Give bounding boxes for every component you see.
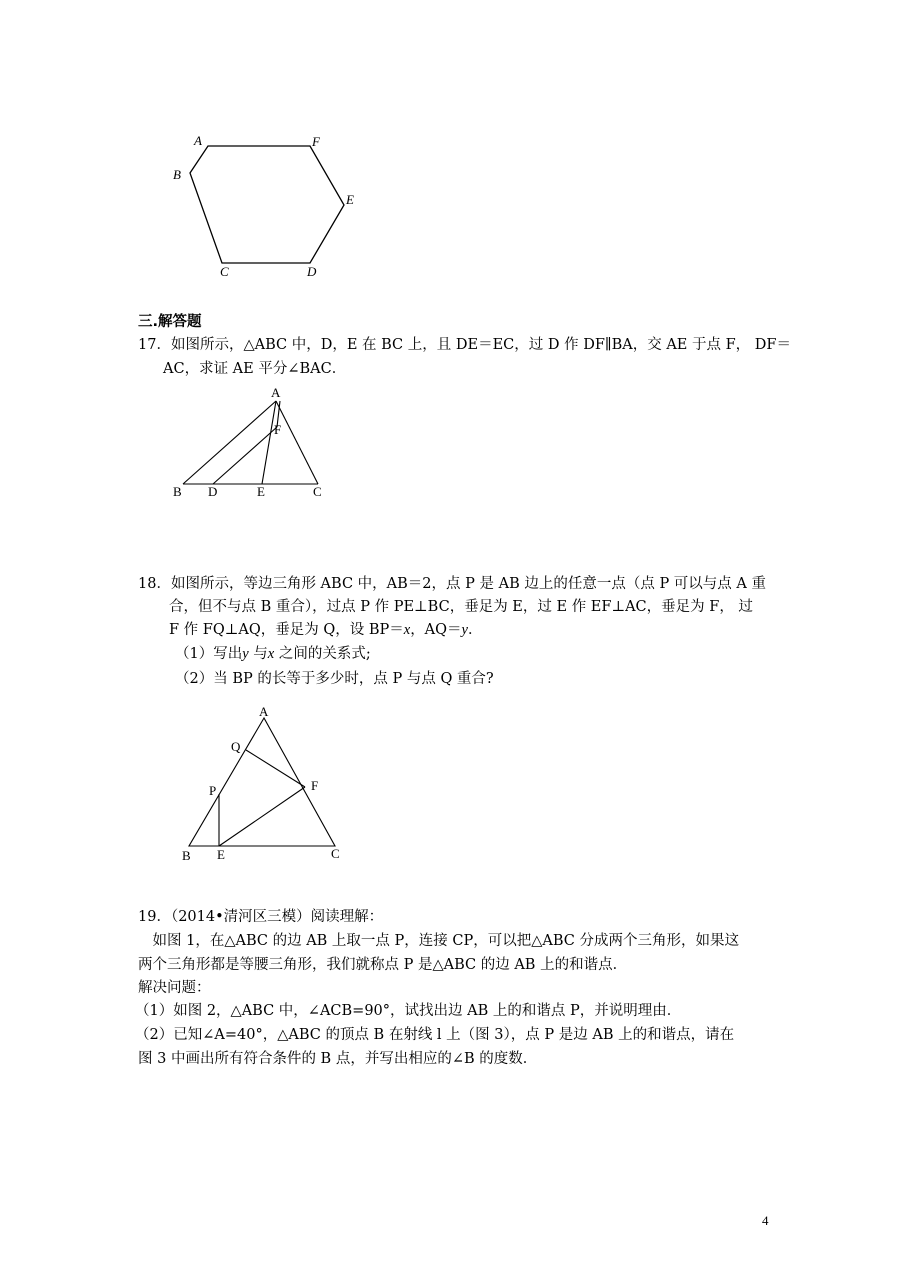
- hex-label-d: D: [307, 264, 317, 279]
- q18-label-p: P: [209, 783, 217, 798]
- q18-label-e: E: [217, 847, 225, 862]
- section-title: 三.解答题: [138, 314, 202, 330]
- q19-line-3: 两个三角形都是等腰三角形，我们就称点 P 是△ABC 的边 AB 上的和谐点．: [138, 957, 628, 973]
- q18-line-3-text-b: ，AQ＝: [410, 622, 462, 638]
- q19-line-5: （1）如图 2，△ABC 中，∠ACB=90°，试找出边 AB 上的和谐点 P，并说明理由．: [135, 1003, 682, 1019]
- q19-line-7: 图 3 中画出所有符合条件的 B 点，并写出相应的∠B 的度数．: [138, 1051, 538, 1067]
- q18-figure: [175, 700, 355, 870]
- q18-line-2: 合，但不与点 B 重合），过点 P 作 PE⊥BC，垂足为 E，过 E 作 EF⊥AC，垂足为 F， 过: [169, 599, 753, 615]
- hex-label-a: A: [194, 133, 202, 148]
- q17-label-e: E: [257, 484, 265, 499]
- hex-label-c: C: [220, 264, 229, 279]
- q17-label-b: B: [173, 484, 182, 499]
- q18-line-3-text-c: ．: [467, 622, 483, 638]
- q18-var-y: y: [461, 622, 468, 638]
- q17-label-c: C: [313, 484, 322, 499]
- q18-label-b: B: [182, 848, 191, 863]
- hexagon-figure: [160, 125, 370, 285]
- page-number: 4: [762, 1213, 769, 1228]
- q17-label-a: A: [271, 385, 281, 400]
- q18-label-f: F: [311, 778, 319, 793]
- q17-label-f: F: [274, 422, 282, 437]
- q17-label-d: D: [208, 484, 218, 499]
- q19-line-6: （2）已知∠A=40°，△ABC 的顶点 B 在射线 l 上（图 3），点 P 是边 AB 上的和谐点，请在: [135, 1027, 735, 1043]
- q19-line-2: 如图 1，在△ABC 的边 AB 上取一点 P，连接 CP，可以把△ABC 分成两个三角形，如果这: [138, 933, 740, 949]
- q18-sub-1-text-a: （1）写出: [175, 646, 243, 662]
- q18-label-q: Q: [231, 739, 241, 754]
- q18-line-3-text-a: F 作 FQ⊥AQ，垂足为 Q，设 BP＝: [169, 622, 404, 638]
- hex-label-b: B: [173, 167, 181, 182]
- q18-label-a: A: [259, 704, 269, 719]
- q17-line-2: AC，求证 AE 平分∠BAC．: [163, 361, 347, 377]
- q19-line-1: 19．（2014•清河区三模）阅读理解：: [138, 909, 384, 925]
- q18-sub-1: [175, 643, 371, 665]
- q18-label-c: C: [331, 846, 340, 861]
- q18-sub-1-text-c: 之间的关系式;: [274, 646, 371, 662]
- q18-line-1: 18．如图所示，等边三角形 ABC 中，AB＝2，点 P 是 AB 边上的任意一点（点 P 可以与点 A 重: [138, 576, 766, 592]
- hex-label-e: E: [346, 192, 354, 207]
- q19-line-4: 解决问题：: [138, 980, 211, 996]
- q18-line-3: [169, 619, 482, 641]
- hex-label-f: F: [312, 134, 320, 149]
- q17-figure: [168, 382, 338, 502]
- q18-sub-1-var-y: y: [242, 646, 249, 662]
- q18-var-x: x: [403, 622, 411, 638]
- q17-line-1: 17．如图所示，△ABC 中，D，E 在 BC 上，且 DE＝EC，过 D 作 DF∥BA，交 AE 于点 F， DF＝: [138, 337, 791, 353]
- hexagon-shape: [190, 146, 344, 263]
- q18-sub-2: （2）当 BP 的长等于多少时，点 P 与点 Q 重合?: [175, 671, 494, 687]
- q18-sub-1-var-x: x: [267, 646, 275, 662]
- q18-sub-1-text-b: 与: [248, 646, 268, 662]
